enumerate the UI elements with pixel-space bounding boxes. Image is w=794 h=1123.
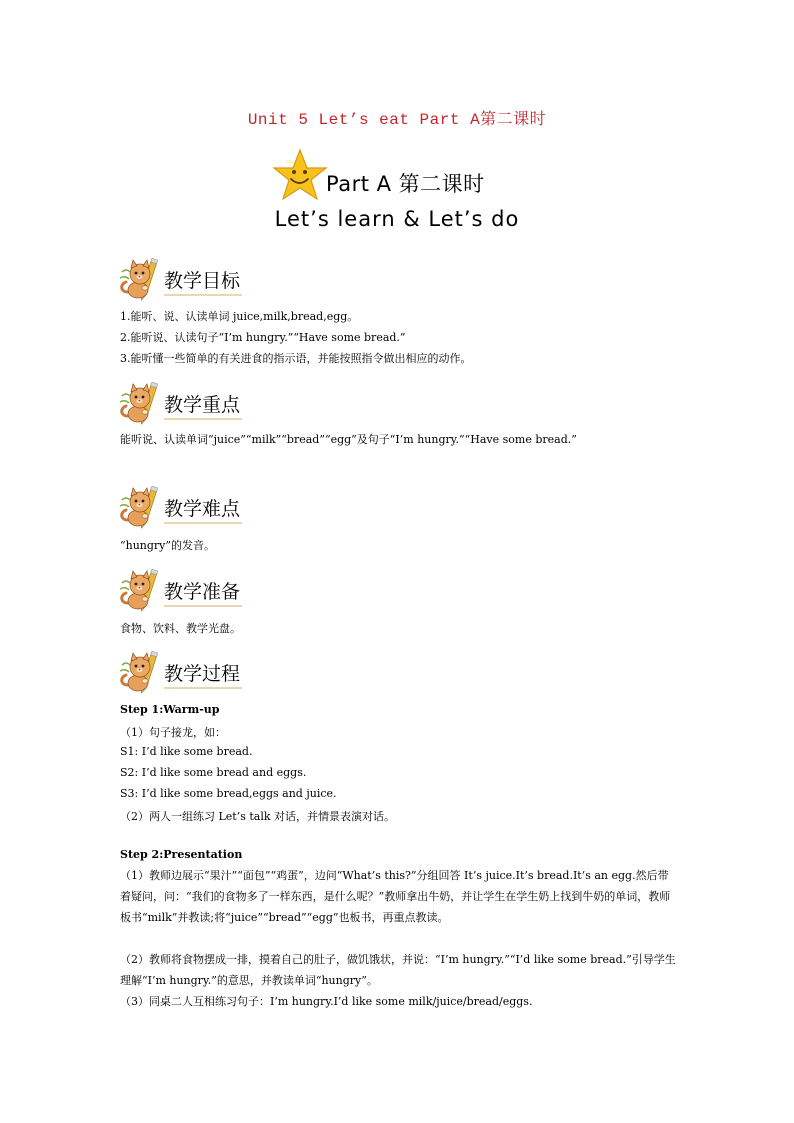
cat-with-pencil-icon <box>118 382 162 426</box>
section-header-preparation <box>118 569 278 613</box>
smiling-star-icon <box>272 148 328 202</box>
section-header-process <box>118 651 278 695</box>
step-line: S3: I’d like some bread,eggs and juice. <box>120 787 337 800</box>
step-heading: Step 2:Presentation <box>120 848 243 861</box>
cat-with-pencil-icon <box>118 258 162 302</box>
cat-with-pencil-icon <box>118 651 162 695</box>
lesson-subheading: Let’s learn & Let’s do <box>274 207 520 231</box>
step-paragraph: （2）教师将食物摆成一排，摸着自己的肚子，做饥饿状，并说：“I’m hungry.”“I’d like some bread.”引导学生理解“I’m hungry.”的意思，并教读单词“hungry”。 <box>120 953 676 987</box>
section-title: 教学准备 <box>164 577 242 607</box>
section-title: 教学重点 <box>164 390 242 420</box>
section-title: 教学过程 <box>164 659 242 689</box>
step-paragraph: （3）同桌二人互相练习句子：I’m hungry.I’d like some milk/juice/bread/eggs. <box>120 995 533 1008</box>
objective-item: 2.能听说、认读句子“I’m hungry.”“Have some bread.” <box>120 331 406 344</box>
step-heading: Step 1:Warm-up <box>120 703 220 716</box>
objective-item: 1.能听、说、认读单词 juice,milk,bread,egg。 <box>120 310 359 323</box>
document-title: Unit 5 Let’s eat Part A第二课时 <box>247 111 547 129</box>
preparation-text: 食物、饮料、教学光盘。 <box>120 622 241 635</box>
step-line: S1: I’d like some bread. <box>120 745 253 758</box>
lesson-heading: Part A 第二课时 <box>326 172 485 196</box>
cat-with-pencil-icon <box>118 569 162 613</box>
difficulties-text: “hungry”的发音。 <box>120 539 216 552</box>
section-header-difficulties <box>118 486 278 530</box>
cat-with-pencil-icon <box>118 486 162 530</box>
step-paragraph: （1）教师边展示“果汁”“面包”“鸡蛋”，边问“What’s this?”分组回答 It’s juice.It’s bread.It’s an egg.然后带着疑问，问：“我们的食物多了一样东西，是什么呢？”教师拿出牛奶，并让学生在学生奶上找到牛奶的单词，教师板书“milk”并教读;将“juice”“bread”“egg”也板书，再重点教读。 <box>120 869 671 924</box>
objective-item: 3.能听懂一些简单的有关进食的指示语，并能按照指令做出相应的动作。 <box>120 352 472 365</box>
key-points-text: 能听说、认读单词“juice”“milk”“bread”“egg”及句子“I’m hungry.”“Have some bread.” <box>120 433 577 446</box>
step-line: （2）两人一组练习 Let’s talk 对话，并情景表演对话。 <box>120 810 396 823</box>
section-header-objectives <box>118 258 278 302</box>
step-line: （1）句子接龙，如： <box>120 726 226 739</box>
section-title: 教学目标 <box>164 266 242 296</box>
section-title: 教学难点 <box>164 494 242 524</box>
step-line: S2: I’d like some bread and eggs. <box>120 766 307 779</box>
section-header-key-points <box>118 382 278 426</box>
